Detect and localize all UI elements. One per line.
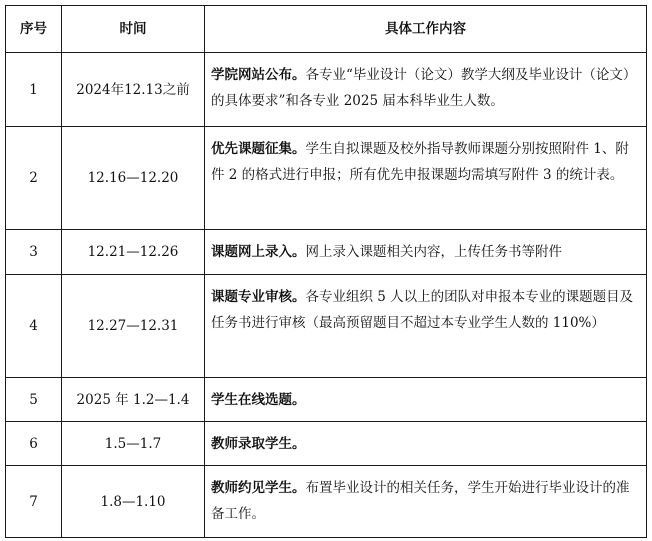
row-index: 4 — [6, 275, 62, 378]
row-time: 12.21—12.26 — [62, 230, 205, 275]
table-row — [6, 230, 647, 275]
row-time: 12.16—12.20 — [62, 127, 205, 230]
row-time: 12.27—12.31 — [62, 275, 205, 378]
row-detail: 网上录入课题相关内容，上传任务书等附件 — [305, 244, 562, 260]
row-lead: 学生在线选题。 — [211, 392, 306, 408]
row-content — [205, 53, 647, 127]
row-time: 1.5—1.7 — [62, 422, 205, 466]
table-row — [6, 275, 647, 378]
row-content — [205, 422, 647, 466]
table-header-row — [6, 6, 647, 53]
row-index: 3 — [6, 230, 62, 275]
row-index: 6 — [6, 422, 62, 466]
table-row — [6, 53, 647, 127]
row-index: 1 — [6, 53, 62, 127]
row-lead: 教师约见学生。 — [211, 480, 306, 496]
row-lead: 学院网站公布。 — [211, 67, 306, 83]
row-content — [205, 127, 647, 230]
table-row — [6, 422, 647, 466]
row-time: 2025 年 1.2—1.4 — [62, 378, 205, 422]
row-detail: 各专业“毕业设计（论文）教学大纲及毕业设计（论文）的具体要求”和各专业 2025 届本科毕业生人数。 — [211, 67, 630, 109]
row-time: 2024年12.13之前 — [62, 53, 205, 127]
row-content — [205, 230, 647, 275]
row-lead: 课题专业审核。 — [211, 289, 306, 305]
row-detail: 布置毕业设计的相关任务，学生开始进行毕业设计的准备工作。 — [211, 480, 630, 522]
row-lead: 优先课题征集。 — [211, 141, 306, 157]
table-row — [6, 127, 647, 230]
table-row — [6, 378, 647, 422]
row-detail: 学生自拟课题及校外指导教师课题分别按照附件 1、附件 2 的格式进行申报；所有优先申报课题均需填写附件 3 的统计表。 — [211, 141, 629, 183]
row-index: 7 — [6, 466, 62, 538]
header-content: 具体工作内容 — [205, 6, 647, 53]
row-content — [205, 378, 647, 422]
row-content — [205, 275, 647, 378]
table-row — [6, 466, 647, 538]
schedule-table — [5, 5, 647, 538]
row-content — [205, 466, 647, 538]
row-lead: 课题网上录入。 — [211, 244, 306, 260]
header-time: 时间 — [62, 6, 205, 53]
row-index: 2 — [6, 127, 62, 230]
row-lead: 教师录取学生。 — [211, 436, 306, 452]
row-detail: 各专业组织 5 人以上的团队对申报本专业的课题题目及任务书进行审核（最高预留题目不超过本专业学生人数的 110%） — [211, 289, 634, 331]
row-time: 1.8—1.10 — [62, 466, 205, 538]
header-index: 序号 — [6, 6, 62, 53]
row-index: 5 — [6, 378, 62, 422]
